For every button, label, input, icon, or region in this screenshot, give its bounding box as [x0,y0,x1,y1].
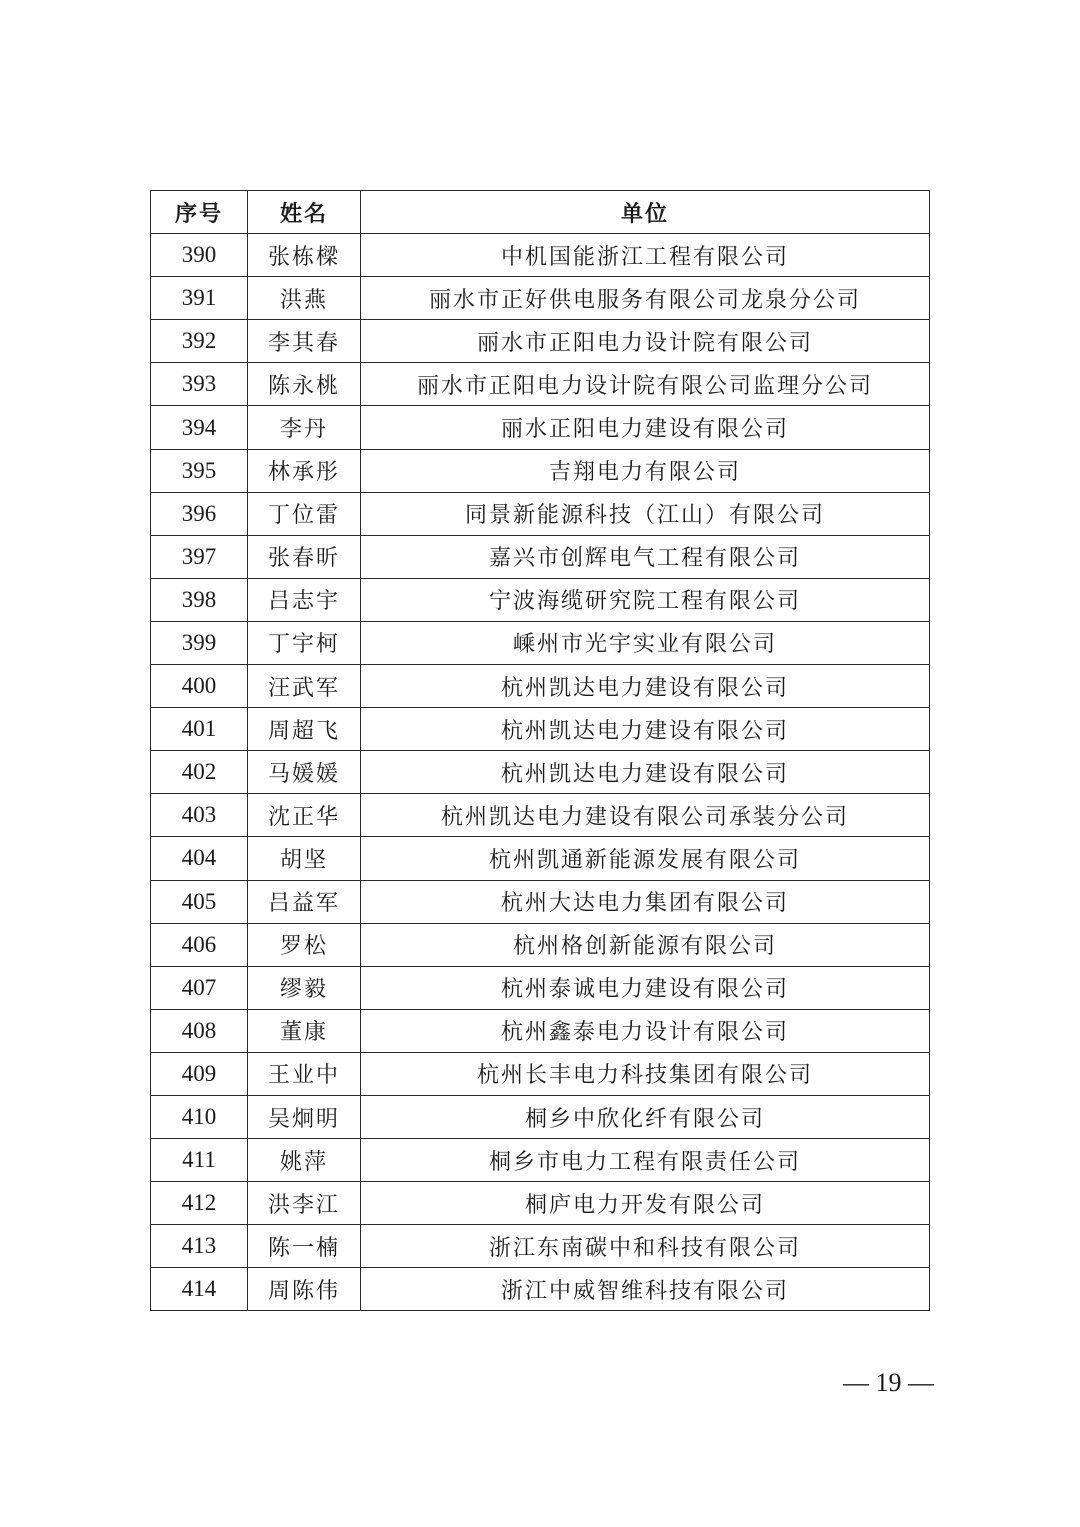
cell-serial: 393 [151,363,248,406]
table-row [151,665,930,708]
cell-name: 吕益军 [248,880,361,923]
cell-name: 张栋樑 [248,234,361,277]
cell-serial: 405 [151,880,248,923]
cell-name: 王业中 [248,1052,361,1095]
cell-serial: 391 [151,277,248,320]
cell-name: 丁宇柯 [248,621,361,664]
table-row [151,1009,930,1052]
cell-unit: 宁波海缆研究院工程有限公司 [361,578,930,621]
cell-unit: 丽水市正好供电服务有限公司龙泉分公司 [361,277,930,320]
table-row [151,234,930,277]
cell-name: 汪武军 [248,665,361,708]
cell-serial: 410 [151,1095,248,1138]
cell-unit: 杭州鑫泰电力设计有限公司 [361,1009,930,1052]
cell-unit: 杭州泰诚电力建设有限公司 [361,966,930,1009]
cell-serial: 392 [151,320,248,363]
table-row [151,1052,930,1095]
cell-serial: 390 [151,234,248,277]
cell-unit: 桐庐电力开发有限公司 [361,1182,930,1225]
cell-unit: 浙江中威智维科技有限公司 [361,1268,930,1311]
cell-unit: 丽水市正阳电力设计院有限公司监理分公司 [361,363,930,406]
cell-name: 马媛媛 [248,751,361,794]
cell-unit: 杭州凯达电力建设有限公司 [361,708,930,751]
cell-unit: 桐乡中欣化纤有限公司 [361,1095,930,1138]
cell-name: 丁位雷 [248,492,361,535]
cell-unit: 杭州凯达电力建设有限公司承装分公司 [361,794,930,837]
table-row [151,492,930,535]
cell-name: 姚萍 [248,1139,361,1182]
cell-unit: 浙江东南碳中和科技有限公司 [361,1225,930,1268]
table-row [151,794,930,837]
table-row [151,1095,930,1138]
cell-unit: 杭州凯达电力建设有限公司 [361,751,930,794]
cell-serial: 397 [151,535,248,578]
table-row [151,837,930,880]
table-row [151,578,930,621]
cell-unit: 中机国能浙江工程有限公司 [361,234,930,277]
cell-serial: 411 [151,1139,248,1182]
table-row [151,449,930,492]
table-row [151,535,930,578]
cell-name: 沈正华 [248,794,361,837]
cell-name: 李丹 [248,406,361,449]
roster-table-container [150,190,929,1311]
cell-name: 陈永桃 [248,363,361,406]
cell-serial: 406 [151,923,248,966]
cell-name: 周陈伟 [248,1268,361,1311]
table-row [151,966,930,1009]
cell-name: 周超飞 [248,708,361,751]
table-row [151,363,930,406]
cell-unit: 杭州大达电力集团有限公司 [361,880,930,923]
table-header-row [151,191,930,234]
cell-name: 陈一楠 [248,1225,361,1268]
cell-serial: 401 [151,708,248,751]
cell-serial: 409 [151,1052,248,1095]
cell-unit: 嵊州市光宇实业有限公司 [361,621,930,664]
roster-table [150,190,930,1311]
cell-serial: 402 [151,751,248,794]
cell-name: 董康 [248,1009,361,1052]
cell-name: 洪李江 [248,1182,361,1225]
cell-serial: 407 [151,966,248,1009]
cell-serial: 404 [151,837,248,880]
header-unit: 单位 [361,191,930,234]
table-row [151,406,930,449]
cell-unit: 杭州长丰电力科技集团有限公司 [361,1052,930,1095]
cell-serial: 403 [151,794,248,837]
cell-serial: 394 [151,406,248,449]
header-serial: 序号 [151,191,248,234]
header-name: 姓名 [248,191,361,234]
cell-serial: 399 [151,621,248,664]
table-row [151,621,930,664]
table-row [151,320,930,363]
cell-serial: 398 [151,578,248,621]
table-row [151,708,930,751]
cell-name: 胡坚 [248,837,361,880]
cell-unit: 丽水市正阳电力设计院有限公司 [361,320,930,363]
cell-unit: 桐乡市电力工程有限责任公司 [361,1139,930,1182]
cell-serial: 414 [151,1268,248,1311]
cell-serial: 396 [151,492,248,535]
cell-name: 吴炯明 [248,1095,361,1138]
cell-serial: 408 [151,1009,248,1052]
cell-unit: 丽水正阳电力建设有限公司 [361,406,930,449]
cell-name: 林承彤 [248,449,361,492]
cell-name: 张春昕 [248,535,361,578]
cell-serial: 395 [151,449,248,492]
table-row [151,923,930,966]
table-row [151,1139,930,1182]
table-row [151,1225,930,1268]
table-row [151,1268,930,1311]
cell-unit: 嘉兴市创辉电气工程有限公司 [361,535,930,578]
cell-unit: 同景新能源科技（江山）有限公司 [361,492,930,535]
cell-name: 吕志宇 [248,578,361,621]
cell-unit: 吉翔电力有限公司 [361,449,930,492]
cell-unit: 杭州凯通新能源发展有限公司 [361,837,930,880]
cell-unit: 杭州凯达电力建设有限公司 [361,665,930,708]
cell-name: 缪毅 [248,966,361,1009]
cell-serial: 400 [151,665,248,708]
cell-name: 洪燕 [248,277,361,320]
cell-serial: 412 [151,1182,248,1225]
table-row [151,751,930,794]
table-row [151,880,930,923]
table-row [151,1182,930,1225]
cell-unit: 杭州格创新能源有限公司 [361,923,930,966]
table-body [151,234,930,1311]
page-number: — 19 — [843,1368,934,1397]
cell-name: 李其春 [248,320,361,363]
cell-serial: 413 [151,1225,248,1268]
cell-name: 罗松 [248,923,361,966]
table-row [151,277,930,320]
